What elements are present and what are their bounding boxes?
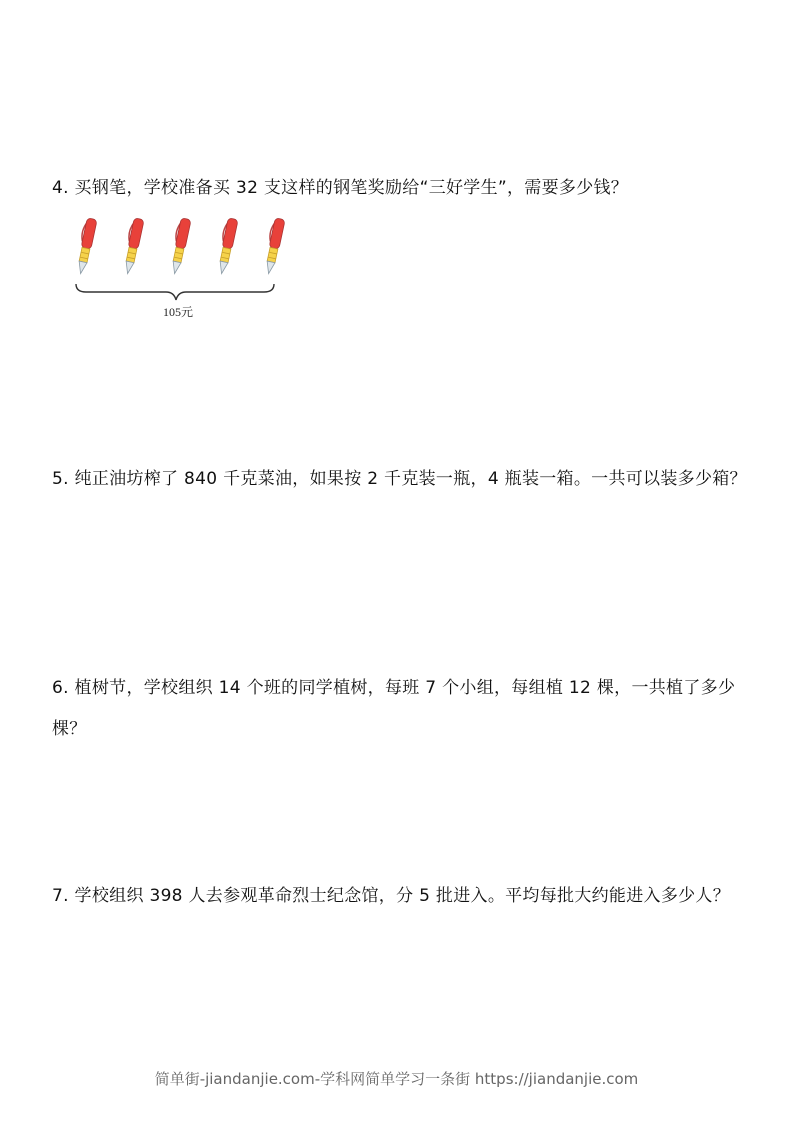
pen-icon [74,217,97,274]
pen-icon [168,217,191,274]
pen-icon [262,217,285,274]
question-text: 学校组织 398 人去参观革命烈士纪念馆，分 5 批进入。平均每批大约能进入多少人？ [74,886,731,906]
question-7 [52,876,752,917]
question-number: 4. [52,178,69,198]
question-5 [52,459,752,500]
question-text: 买钢笔，学校准备买 32 支这样的钢笔奖励给“三好学生”，需要多少钱？ [74,178,629,198]
question-number: 5. [52,469,69,489]
question-4 [52,168,752,209]
footer: 简单街-jiandanjie.com-学科网简单学习一条街 https://jiandanjie.com [154,1070,639,1088]
question-number: 6. [52,678,69,698]
price-label: 105元 [162,305,193,319]
question-number: 7. [52,886,69,906]
pens-figure [66,212,286,307]
pen-icon [121,217,144,274]
brace [76,284,274,300]
pen-icon [215,217,238,274]
question-text: 植树节，学校组织 14 个班的同学植树，每班 7 个小组，每组植 12 棵，一共植了多少棵？ [52,678,736,739]
question-text: 纯正油坊榨了 840 千克菜油，如果按 2 千克装一瓶，4 瓶装一箱。一共可以装多少箱？ [74,469,747,489]
question-6 [52,668,752,750]
